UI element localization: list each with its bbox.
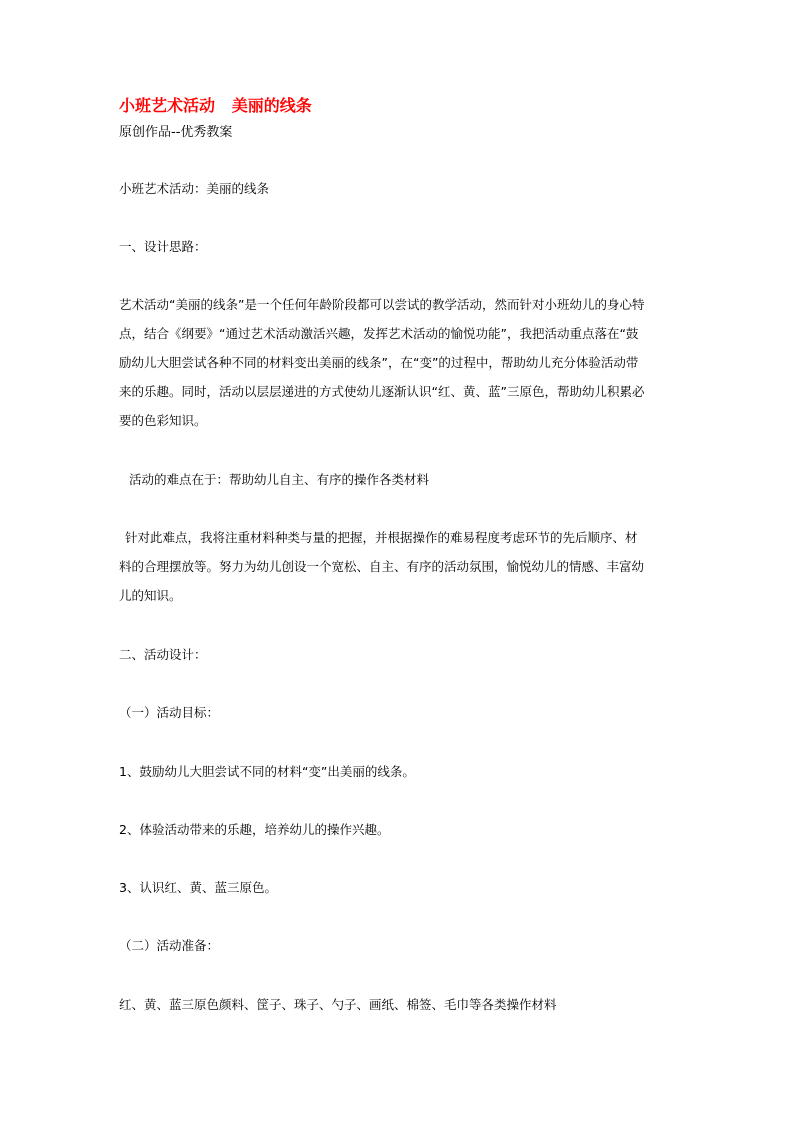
document-title: 小班艺术活动 美丽的线条 xyxy=(119,96,312,115)
goal-item: 2、体验活动带来的乐趣，培养幼儿的操作兴趣。 xyxy=(119,822,390,837)
paragraph-line: 来的乐趣。同时，活动以层层递进的方式使幼儿逐渐认识“红、黄、蓝”三原色，帮助幼儿积累必 xyxy=(119,384,645,399)
goal-item: 3、认识红、黄、蓝三原色。 xyxy=(119,880,277,895)
paragraph-line: 针对此难点，我将注重材料种类与量的把握，并根据操作的难易程度考虑环节的先后顺序、材 xyxy=(125,530,638,545)
paragraph-line: 料的合理摆放等。努力为幼儿创设一个宽松、自主、有序的活动氛围，愉悦幼儿的情感、丰富幼 xyxy=(119,559,645,574)
difficulty-line: 活动的难点在于：帮助幼儿自主、有序的操作各类材料 xyxy=(129,472,430,487)
paragraph-line: 要的色彩知识。 xyxy=(119,413,207,428)
goal-item: 1、鼓励幼儿大胆尝试不同的材料“变”出美丽的线条。 xyxy=(119,764,415,779)
section-activity-design-heading: 二、活动设计： xyxy=(119,647,207,662)
document-subtitle: 原创作品--优秀教案 xyxy=(119,125,233,140)
paragraph-line: 儿的知识。 xyxy=(119,588,182,603)
subsection-preparation-heading: （二）活动准备： xyxy=(119,938,220,953)
paragraph-line: 点，结合《纲要》“通过艺术活动激活兴趣，发挥艺术活动的愉悦功能”，我把活动重点落在“鼓 xyxy=(119,326,639,341)
subsection-goals-heading: （一）活动目标： xyxy=(119,705,220,720)
paragraph-line: 励幼儿大胆尝试各种不同的材料变出美丽的线条”，在“变”的过程中，帮助幼儿充分体验活动带 xyxy=(119,355,639,370)
paragraph-line: 艺术活动“美丽的线条”是一个任何年龄阶段都可以尝试的教学活动，然而针对小班幼儿的身心特 xyxy=(119,297,645,312)
activity-heading: 小班艺术活动：美丽的线条 xyxy=(119,181,270,196)
section-design-idea-heading: 一、设计思路： xyxy=(119,239,207,254)
preparation-materials: 红、黄、蓝三原色颜料、筐子、珠子、勺子、画纸、棉签、毛巾等各类操作材料 xyxy=(119,997,557,1012)
